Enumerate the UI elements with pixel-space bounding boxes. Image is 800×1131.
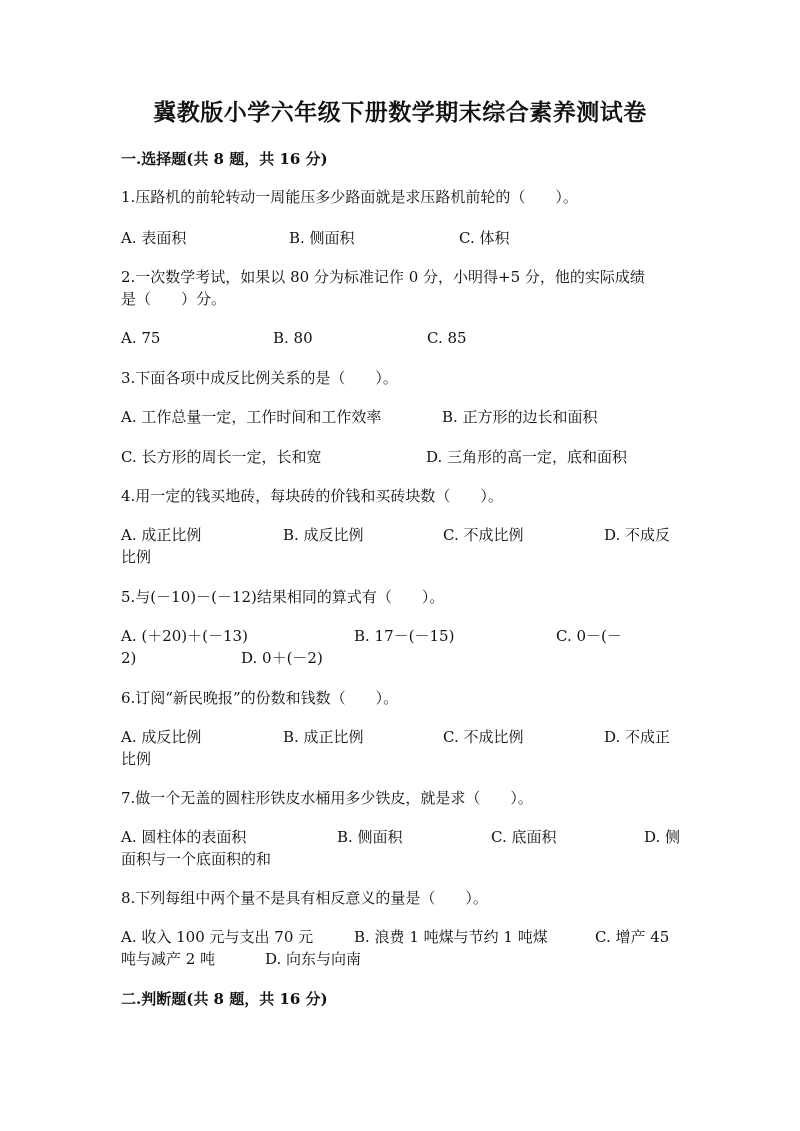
question-7 <box>121 787 681 809</box>
option-d-continued: 比例 <box>121 750 152 768</box>
question-stem: 5.与(－10)－(－12)结果相同的算式有（ ）。 <box>121 588 445 606</box>
question-3 <box>121 367 681 389</box>
question-4 <box>121 485 681 507</box>
option-c: C. 体积 <box>459 229 510 247</box>
question-stem: 4.用一定的钱买地砖，每块砖的价钱和买砖块数（ ）。 <box>121 487 503 505</box>
option-c: C. 85 <box>427 329 467 347</box>
option-c: C. 长方形的周长一定，长和宽 <box>121 448 322 466</box>
option-b: B. 浪费 1 吨煤与节约 1 吨煤 <box>354 928 548 946</box>
question-stem: 3.下面各项中成反比例关系的是（ ）。 <box>121 369 398 387</box>
question-stem: 7.做一个无盖的圆柱形铁皮水桶用多少铁皮，就是求（ ）。 <box>121 789 533 807</box>
option-b: B. 正方形的边长和面积 <box>442 408 598 426</box>
question-2 <box>121 266 681 310</box>
question-stem-line-2: 是（ ）分。 <box>121 290 227 308</box>
question-stem: 8.下列每组中两个量不是具有相反意义的量是（ ）。 <box>121 889 488 907</box>
question-6 <box>121 687 681 709</box>
option-b: B. 侧面积 <box>289 229 355 247</box>
section-heading-judgment: 二.判断题(共 8 题，共 16 分) <box>121 990 328 1008</box>
option-d: D. 不成正 <box>604 728 671 746</box>
option-b: B. 80 <box>273 329 313 347</box>
option-a: A. 收入 100 元与支出 70 元 <box>121 928 314 946</box>
option-a: A. 成反比例 <box>121 728 202 746</box>
option-a: A. 表面积 <box>121 229 187 247</box>
option-b: B. 成反比例 <box>283 526 364 544</box>
option-d: D. 不成反 <box>604 526 671 544</box>
option-a: A. 75 <box>121 329 161 347</box>
option-c-continued: 2) <box>121 649 137 667</box>
question-stem-line-1: 2.一次数学考试，如果以 80 分为标准记作 0 分，小明得+5 分，他的实际成绩 <box>121 268 645 286</box>
option-c: C. 底面积 <box>491 828 557 846</box>
option-d: D. 侧 <box>644 828 681 846</box>
question-8 <box>121 887 681 909</box>
question-stem: 6.订阅“新民晚报”的份数和钱数（ ）。 <box>121 689 399 707</box>
option-d-continued: 面积与一个底面积的和 <box>121 850 272 868</box>
option-c: C. 0－(－ <box>556 627 622 645</box>
option-a: A. 圆柱体的表面积 <box>121 828 247 846</box>
option-d: D. 0＋(－2) <box>241 649 323 667</box>
option-d-continued: 比例 <box>121 548 152 566</box>
question-stem: 1.压路机的前轮转动一周能压多少路面就是求压路机前轮的（ ）。 <box>121 188 578 206</box>
option-b: B. 17－(－15) <box>354 627 455 645</box>
option-a: A. 成正比例 <box>121 526 202 544</box>
option-a: A. 工作总量一定，工作时间和工作效率 <box>121 408 382 426</box>
option-a: A. (＋20)＋(－13) <box>121 627 248 645</box>
page-title: 冀教版小学六年级下册数学期末综合素养测试卷 <box>153 99 647 126</box>
option-c: C. 不成比例 <box>443 526 524 544</box>
option-b: B. 侧面积 <box>337 828 403 846</box>
question-5 <box>121 586 681 608</box>
option-d: D. 向东与向南 <box>265 950 362 968</box>
option-c: C. 增产 45 <box>595 928 670 946</box>
option-d: D. 三角形的高一定，底和面积 <box>426 448 628 466</box>
option-c-continued: 吨与减产 2 吨 <box>121 950 216 968</box>
question-1 <box>121 186 681 208</box>
section-heading-choice: 一.选择题(共 8 题，共 16 分) <box>121 150 328 168</box>
option-b: B. 成正比例 <box>283 728 364 746</box>
option-c: C. 不成比例 <box>443 728 524 746</box>
